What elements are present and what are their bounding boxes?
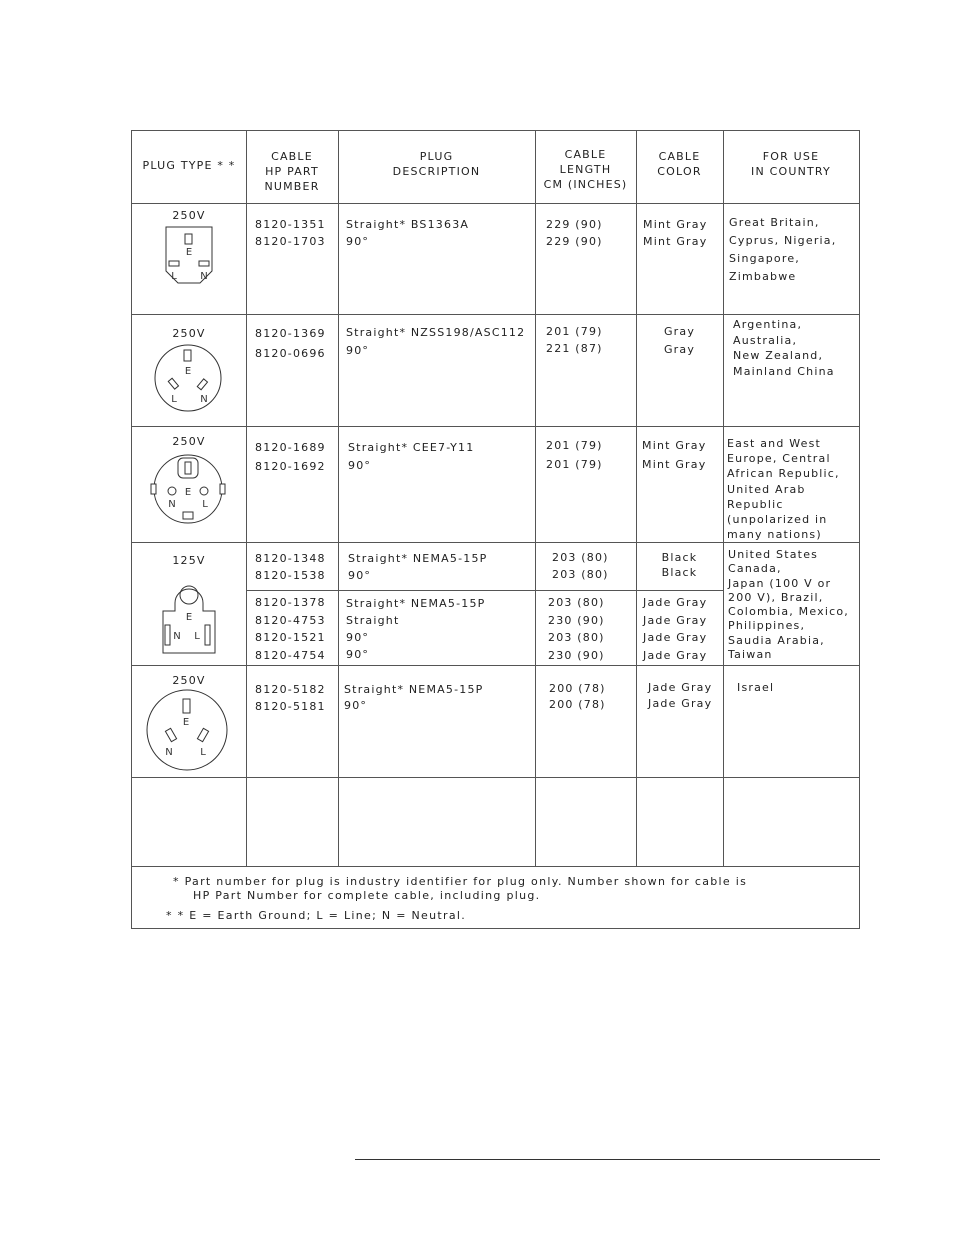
countries: Great Britain, Cyprus, Nigeria, Singapore, Zimbabwe	[729, 216, 837, 283]
cee7-plug-icon	[150, 451, 226, 527]
footnote-double-star: * * E = Earth Ground; L = Line; N = Neutral.	[166, 909, 467, 922]
pin-label: N	[173, 631, 181, 642]
plug-descriptions: Straight* NEMA5-15P 90°	[344, 683, 484, 712]
part-numbers: 8120-5182 8120-5181	[255, 683, 326, 713]
row-subdivider	[246, 590, 723, 591]
cable-colors: Jade Gray Jade Gray Jade Gray Jade Gray	[643, 596, 708, 662]
footnote-single-star: * Part number for plug is industry identifier for plug only. Number shown for cable is	[173, 875, 748, 888]
plug-descriptions: Straight* BS1363A 90°	[346, 218, 470, 248]
pin-label: L	[194, 631, 200, 642]
pin-label: N	[200, 271, 208, 282]
header-plug-type: PLUG TYPE * *	[142, 159, 236, 172]
cable-colors: Gray Gray	[663, 325, 696, 356]
pin-label: E	[185, 612, 193, 623]
bs1363a-plug-icon	[156, 223, 222, 289]
countries: East and West Europe, Central African Republic, United Arab Republic (unpolarized in many nations)	[727, 437, 840, 542]
column-divider	[723, 131, 724, 866]
pin-label: E	[182, 717, 190, 728]
cable-colors: Jade Gray Jade Gray	[648, 681, 713, 710]
plug-descriptions: Straight* NEMA5-15P Straight 90° 90°	[346, 597, 486, 661]
part-numbers: 8120-1689 8120-1692	[255, 441, 326, 473]
column-divider	[338, 131, 339, 866]
cable-lengths: 200 (78) 200 (78)	[549, 682, 606, 711]
cable-colors: Black Black	[661, 551, 698, 579]
power-cord-table	[131, 130, 860, 929]
row-divider	[132, 866, 859, 867]
countries: Argentina, Australia, New Zealand, Mainland China	[733, 318, 835, 378]
part-numbers: 8120-1348 8120-1538	[255, 552, 326, 582]
cable-colors: Mint Gray Mint Gray	[643, 218, 708, 248]
pin-label: E	[184, 366, 192, 377]
voltage-label: 250V	[172, 674, 206, 687]
cable-lengths: 229 (90) 229 (90)	[546, 218, 603, 248]
plug-descriptions: Straight* NZSS198/ASC112 90°	[346, 326, 526, 357]
countries: Israel	[737, 681, 775, 694]
column-divider	[535, 131, 536, 866]
row-divider	[132, 203, 859, 204]
page-footer-rule	[355, 1159, 880, 1160]
voltage-label: 125V	[172, 554, 206, 567]
row-divider	[132, 314, 859, 315]
voltage-label: 250V	[172, 209, 206, 222]
footnote-single-star-cont: HP Part Number for complete cable, including plug.	[193, 889, 541, 902]
pin-label: L	[202, 499, 208, 510]
nema5-15p-plug-icon	[157, 573, 221, 655]
cable-lengths: 201 (79) 201 (79)	[546, 439, 603, 471]
column-divider	[246, 131, 247, 866]
pin-label: N	[165, 747, 173, 758]
plug-descriptions: Straight* CEE7-Y11 90°	[348, 441, 475, 472]
pin-label: L	[171, 394, 177, 405]
row-divider	[132, 777, 859, 778]
header-country: FOR USE IN COUNTRY	[751, 150, 831, 178]
pin-label: N	[200, 394, 208, 405]
nzss198-plug-icon	[152, 342, 224, 414]
pin-label: L	[200, 747, 206, 758]
voltage-label: 250V	[172, 327, 206, 340]
pin-label: E	[185, 247, 193, 258]
header-description: PLUG DESCRIPTION	[392, 150, 481, 178]
plug-descriptions: Straight* NEMA5-15P 90°	[348, 552, 488, 582]
voltage-label: 250V	[172, 435, 206, 448]
cable-lengths: 201 (79) 221 (87)	[546, 325, 603, 355]
row-divider	[132, 665, 859, 666]
part-numbers: 8120-1351 8120-1703	[255, 218, 326, 248]
pin-label: E	[184, 487, 192, 498]
pin-label: N	[168, 499, 176, 510]
part-numbers: 8120-1369 8120-0696	[255, 327, 326, 360]
header-color: CABLE COLOR	[657, 150, 702, 178]
part-numbers: 8120-1378 8120-4753 8120-1521 8120-4754	[255, 596, 326, 662]
row-divider	[132, 426, 859, 427]
israel-plug-icon	[144, 687, 230, 773]
cable-lengths: 203 (80) 203 (80)	[552, 551, 609, 581]
header-length: CABLE LENGTH CM (INCHES)	[543, 148, 628, 191]
pin-label: L	[171, 271, 177, 282]
cable-lengths: 203 (80) 230 (90) 203 (80) 230 (90)	[548, 596, 605, 662]
countries: United States Canada, Japan (100 V or 200 V), Brazil, Colombia, Mexico, Philippines, Saudia Arabia, Taiwan	[728, 548, 849, 662]
column-divider	[636, 131, 637, 866]
cable-colors: Mint Gray Mint Gray	[642, 439, 707, 471]
header-part-number: CABLE HP PART NUMBER	[264, 150, 320, 193]
